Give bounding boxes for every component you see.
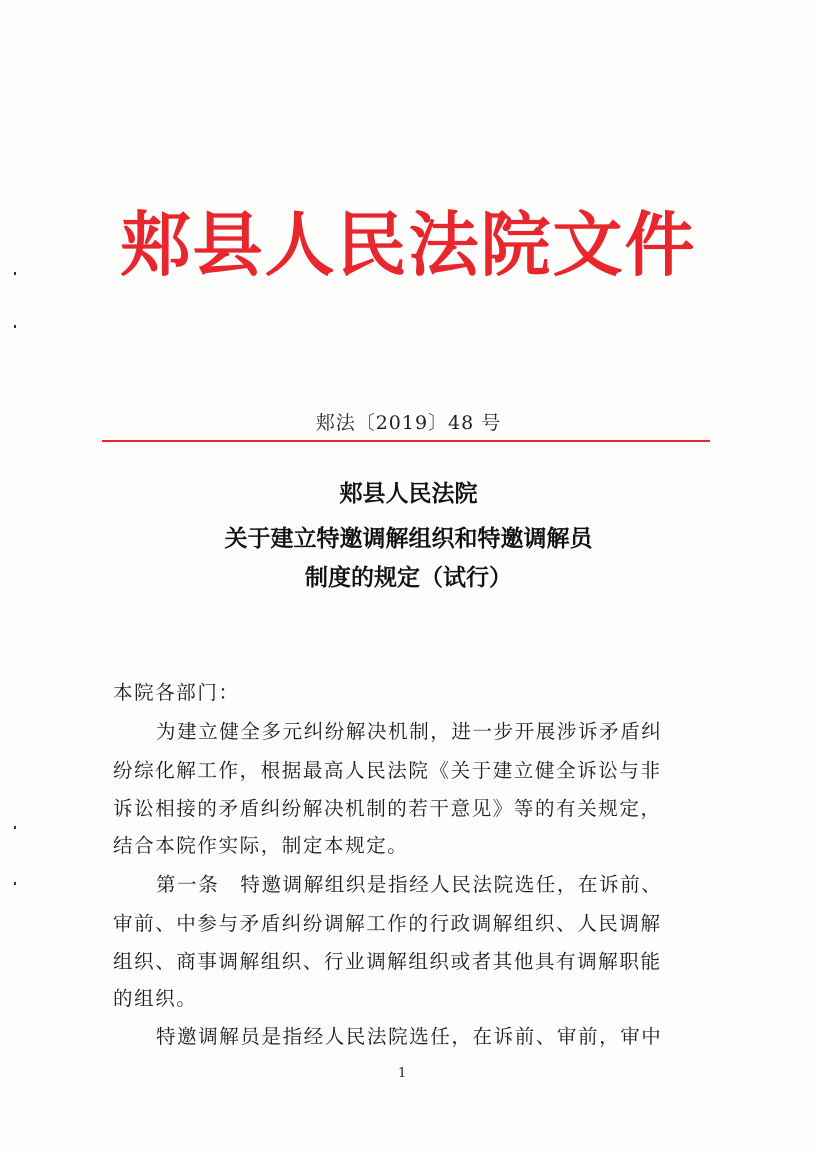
document-masthead: 郏县人民法院文件 — [120, 203, 697, 286]
intro-line-4: 结合本院作实际，制定本规定。 — [113, 834, 409, 857]
intro-line-3: 诉讼相接的矛盾纠纷解决机制的若干意见》等的有关规定， — [113, 797, 662, 820]
article-1-line-4: 的组织。 — [113, 987, 198, 1010]
salutation: 本院各部门： — [113, 681, 240, 704]
scan-speck — [14, 826, 16, 829]
title-line-3: 制度的规定（试行） — [305, 565, 512, 591]
scan-speck — [14, 325, 16, 328]
scan-speck — [14, 272, 16, 275]
document-number: 郏法〔2019〕48 号 — [315, 412, 502, 434]
article-1-line-1: 第一条 特邀调解组织是指经人民法院选任，在诉前、 — [156, 873, 663, 896]
page-number: 1 — [398, 1066, 407, 1081]
article-1-line-3: 组织、商事调解组织、行业调解组织或者其他具有调解职能 — [113, 950, 662, 973]
article-1-cont-line-1: 特邀调解员是指经人民法院选任，在诉前、审前，审中 — [156, 1025, 663, 1048]
intro-line-1: 为建立健全多元纠纷解决机制，进一步开展涉诉矛盾纠 — [156, 720, 663, 743]
title-line-1: 郏县人民法院 — [339, 481, 478, 507]
intro-line-2: 纷综化解工作，根据最高人民法院《关于建立健全诉讼与非 — [113, 759, 662, 782]
scan-speck — [14, 882, 16, 885]
red-divider-line — [102, 440, 710, 442]
article-1-line-2: 审前、中参与矛盾纠纷调解工作的行政调解组织、人民调解 — [113, 912, 662, 935]
title-line-2: 关于建立特邀调解组织和特邀调解员 — [224, 526, 593, 552]
